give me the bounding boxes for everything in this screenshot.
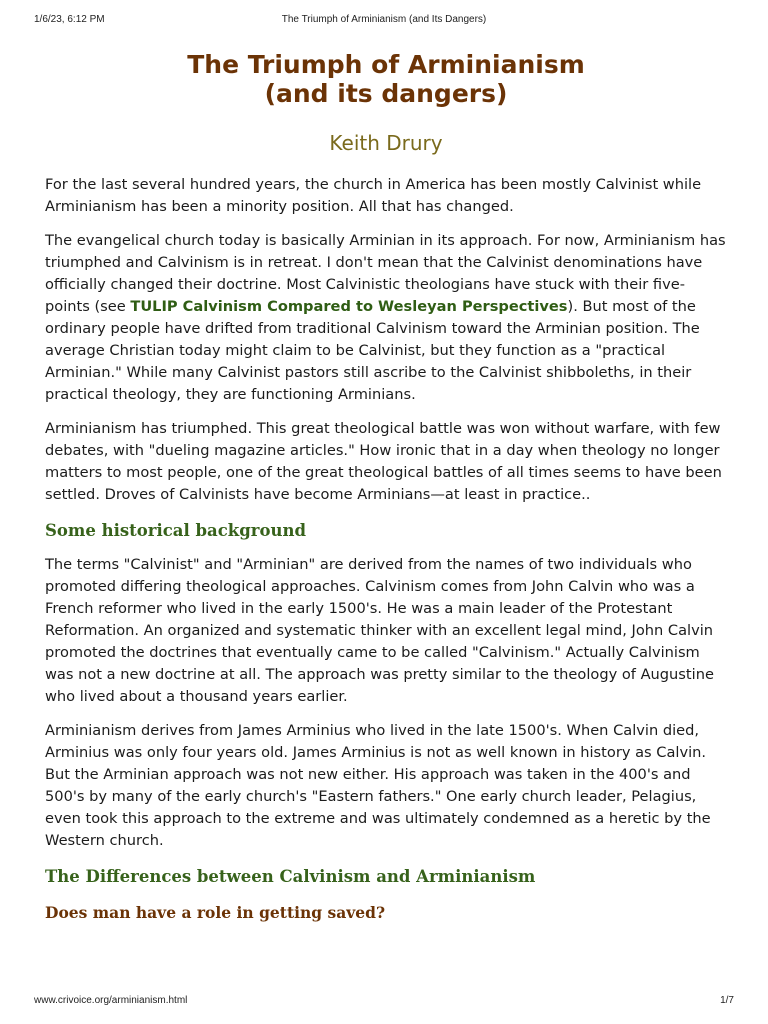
print-date: 1/6/23, 6:12 PM: [34, 14, 105, 25]
heading-role-in-salvation: Does man have a role in getting saved?: [45, 903, 386, 922]
paragraph-calvin: The terms "Calvinist" and "Arminian" are derived from the names of two individuals who promoted differing theological approaches. Calvinism comes from John Calvin who was a French reformer who lived in the early 1500's. He was a main leader of the Protestant Reformation. An organized and systematic thinker with an excellent legal mind, John Calvin promoted the doctrines that eventually came to be called "Calvinism." Actually Calvinism was not a new doctrine at all. The approach was pretty similar to the theology of Augustine who lived about a thousand years earlier.: [45, 556, 714, 705]
print-footer: [34, 995, 734, 1009]
article-title: [45, 50, 727, 108]
print-header: [34, 14, 734, 28]
heading-differences: The Differences between Calvinism and Arminianism: [45, 867, 536, 886]
paragraph-intro: For the last several hundred years, the church in America has been mostly Calvinist while Arminianism has been a minority position. All that has changed.: [45, 176, 702, 215]
print-page-title: The Triumph of Arminianism (and Its Dangers): [281, 14, 487, 25]
paragraph-evangelical: [45, 230, 727, 406]
heading-historical-background: Some historical background: [45, 521, 306, 540]
print-page-count: 1/7: [720, 995, 734, 1006]
article-title-line2: (and its dangers): [264, 79, 508, 108]
tulip-comparison-link[interactable]: TULIP Calvinism Compared to Wesleyan Perspectives: [130, 298, 568, 315]
article-author: Keith Drury: [329, 131, 443, 155]
paragraph-evangelical-text-a: The evangelical church today is basically Arminian in its approach. For now, Arminianism has triumphed and Calvinism is in retreat. I don't mean that the Calvinist denominations have officially changed their doctrine. Most Calvinistic theologians have stuck with their five-points (see: [45, 232, 726, 315]
article-title-line1: The Triumph of Arminianism: [187, 50, 585, 79]
article: [45, 50, 727, 924]
paragraph-arminius: Arminianism derives from James Arminius who lived in the late 1500's. When Calvin died, Arminius was only four years old. James Arminius is not as well known in history as Calvin. But the Arminian approach was not new either. His approach was taken in the 400's and 500's by many of the early church's "Eastern fathers." One early church leader, Pelagius, even took this approach to the extreme and was ultimately condemned as a heretic by the Western church.: [45, 722, 711, 849]
print-url: www.crivoice.org/arminianism.html: [34, 995, 188, 1006]
paragraph-evangelical-text-b: ). But most of the ordinary people have drifted from traditional Calvinism toward the Arminian position. The average Christian today might claim to be Calvinist, but they function as a "practical Arminian." While many Calvinist pastors still ascribe to the Calvinist shibboleths, in their practical theology, they are functioning Arminians.: [45, 298, 700, 403]
paragraph-triumphed: Arminianism has triumphed. This great theological battle was won without warfare, with few debates, with "dueling magazine articles." How ironic that in a day when theology no longer matters to most people, one of the great theological battles of all times seems to have been settled. Droves of Calvinists have become Arminians—at least in practice..: [45, 420, 722, 503]
